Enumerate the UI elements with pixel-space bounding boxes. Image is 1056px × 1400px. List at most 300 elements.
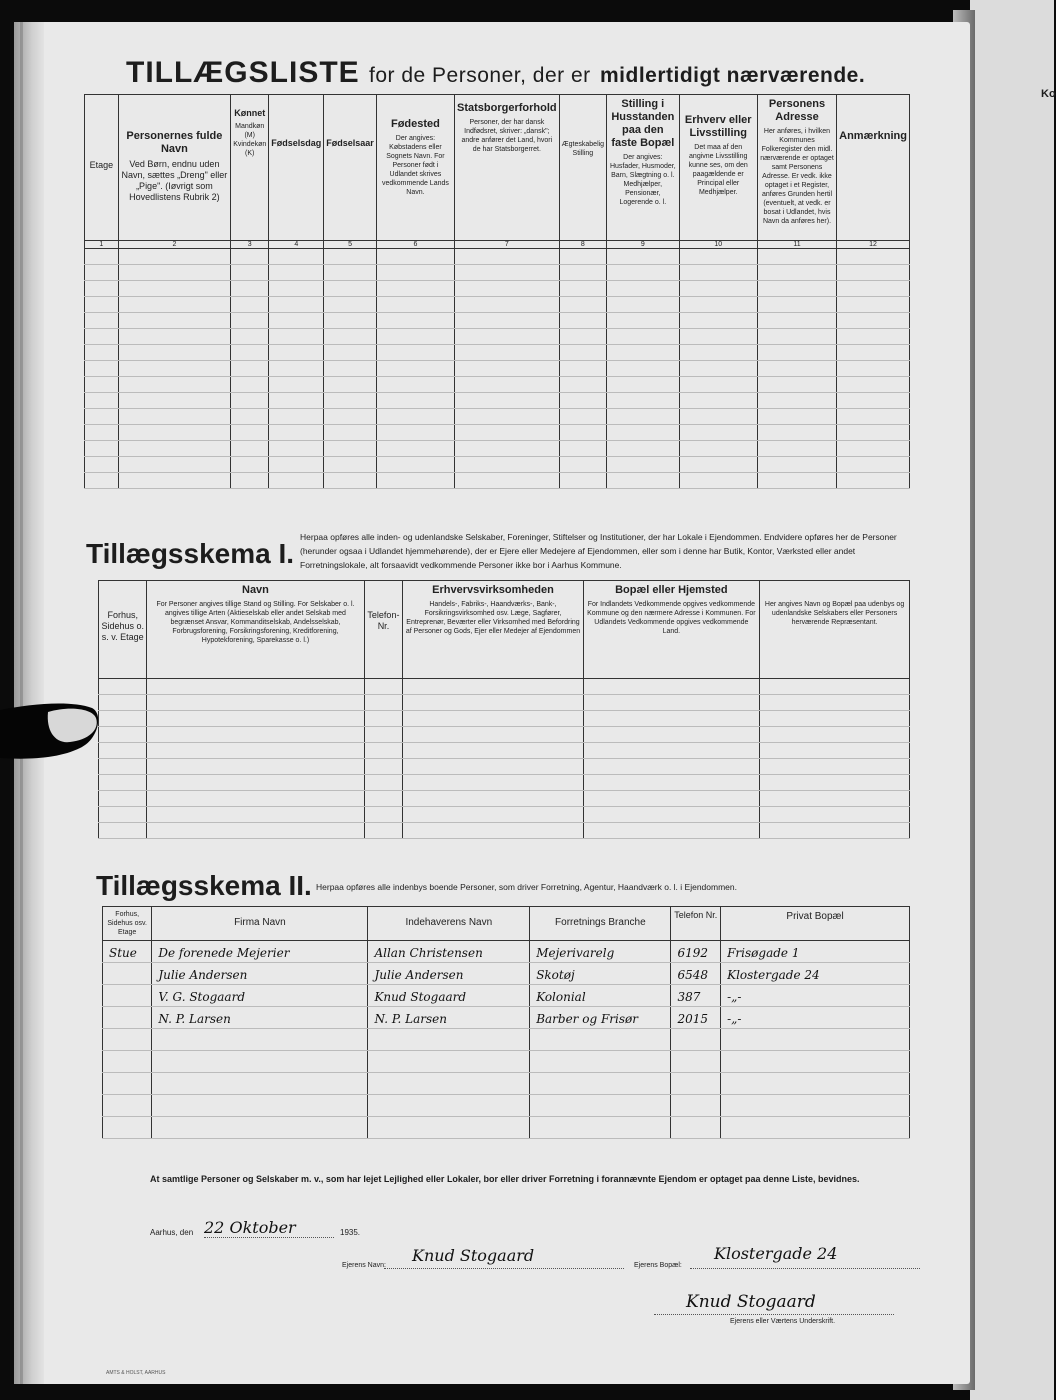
list-cell[interactable] — [455, 329, 560, 345]
skema1-cell[interactable] — [99, 727, 147, 743]
skema1-cell[interactable] — [99, 679, 147, 695]
list-cell[interactable] — [679, 377, 757, 393]
list-cell[interactable] — [269, 297, 324, 313]
list-cell[interactable] — [324, 377, 377, 393]
list-cell[interactable] — [679, 393, 757, 409]
list-cell[interactable] — [376, 457, 454, 473]
list-cell[interactable] — [607, 313, 679, 329]
list-cell[interactable] — [376, 281, 454, 297]
list-cell[interactable] — [607, 345, 679, 361]
skema1-cell[interactable] — [99, 807, 147, 823]
skema2-cell-etage[interactable] — [103, 1029, 152, 1051]
list-cell[interactable] — [85, 265, 119, 281]
list-cell[interactable] — [455, 345, 560, 361]
list-cell[interactable] — [837, 409, 910, 425]
list-cell[interactable] — [85, 329, 119, 345]
list-cell[interactable] — [118, 281, 231, 297]
list-cell[interactable] — [757, 281, 836, 297]
skema1-cell[interactable] — [760, 695, 910, 711]
skema1-cell[interactable] — [583, 759, 760, 775]
list-cell[interactable] — [679, 313, 757, 329]
list-cell[interactable] — [85, 281, 119, 297]
list-cell[interactable] — [607, 457, 679, 473]
skema1-cell[interactable] — [99, 743, 147, 759]
skema1-cell[interactable] — [99, 775, 147, 791]
skema1-cell[interactable] — [583, 727, 760, 743]
list-cell[interactable] — [324, 281, 377, 297]
list-cell[interactable] — [324, 441, 377, 457]
skema2-cell-indehaver[interactable] — [368, 1007, 530, 1029]
list-cell[interactable] — [559, 361, 606, 377]
skema1-cell[interactable] — [147, 759, 364, 775]
skema1-cell[interactable] — [147, 727, 364, 743]
skema2-cell-telefon[interactable] — [671, 941, 721, 963]
list-cell[interactable] — [607, 361, 679, 377]
list-cell[interactable] — [757, 265, 836, 281]
skema1-cell[interactable] — [583, 743, 760, 759]
skema1-cell[interactable] — [583, 711, 760, 727]
list-cell[interactable] — [559, 281, 606, 297]
list-cell[interactable] — [455, 409, 560, 425]
skema1-cell[interactable] — [147, 743, 364, 759]
list-cell[interactable] — [837, 281, 910, 297]
list-cell[interactable] — [607, 425, 679, 441]
skema1-cell[interactable] — [760, 791, 910, 807]
list-cell[interactable] — [85, 361, 119, 377]
list-cell[interactable] — [376, 473, 454, 489]
skema2-cell-telefon[interactable] — [671, 1095, 721, 1117]
skema2-cell-branche[interactable] — [530, 985, 671, 1007]
skema1-cell[interactable] — [99, 823, 147, 839]
list-cell[interactable] — [85, 249, 119, 265]
list-cell[interactable] — [376, 249, 454, 265]
skema1-cell[interactable] — [403, 727, 583, 743]
list-cell[interactable] — [324, 393, 377, 409]
list-cell[interactable] — [231, 249, 269, 265]
list-cell[interactable] — [85, 313, 119, 329]
col-birthday: Fødselsdag — [269, 95, 324, 241]
skema1-cell[interactable] — [147, 791, 364, 807]
skema2-cell-telefon[interactable] — [671, 1029, 721, 1051]
skema1-cell[interactable] — [364, 711, 403, 727]
list-cell[interactable] — [269, 441, 324, 457]
skema2-cell-branche[interactable] — [530, 1095, 671, 1117]
list-cell[interactable] — [118, 361, 231, 377]
list-cell[interactable] — [455, 361, 560, 377]
list-cell[interactable] — [757, 473, 836, 489]
list-cell[interactable] — [324, 329, 377, 345]
skema1-cell[interactable] — [403, 759, 583, 775]
list-cell[interactable] — [607, 265, 679, 281]
list-cell[interactable] — [679, 441, 757, 457]
list-cell[interactable] — [455, 377, 560, 393]
list-cell[interactable] — [559, 377, 606, 393]
skema2-cell-etage[interactable] — [103, 963, 152, 985]
skema2-cell-bopael[interactable] — [721, 1117, 910, 1139]
skema2-cell-firma[interactable] — [152, 1051, 368, 1073]
skema2-cell-firma[interactable] — [152, 1117, 368, 1139]
skema1-cell[interactable] — [760, 711, 910, 727]
list-cell[interactable] — [118, 329, 231, 345]
skema1-cell[interactable] — [583, 679, 760, 695]
list-cell[interactable] — [559, 425, 606, 441]
skema1-cell[interactable] — [403, 711, 583, 727]
s2-col-etage: Forhus, Sidehus osv. Etage — [103, 907, 152, 941]
skema1-cell[interactable] — [147, 695, 364, 711]
s2-col-private: Privat Bopæl — [721, 907, 910, 941]
skema2-cell-branche[interactable] — [530, 1073, 671, 1095]
list-cell[interactable] — [85, 345, 119, 361]
list-cell[interactable] — [837, 329, 910, 345]
list-cell[interactable] — [757, 409, 836, 425]
list-cell[interactable] — [607, 377, 679, 393]
list-cell[interactable] — [376, 441, 454, 457]
list-cell[interactable] — [757, 249, 836, 265]
skema1-cell[interactable] — [760, 807, 910, 823]
list-cell[interactable] — [118, 377, 231, 393]
list-cell[interactable] — [118, 345, 231, 361]
skema2-cell-firma[interactable] — [152, 941, 368, 963]
skema2-cell-bopael[interactable] — [721, 985, 910, 1007]
list-cell[interactable] — [757, 361, 836, 377]
skema1-cell[interactable] — [760, 775, 910, 791]
list-body — [85, 249, 910, 489]
list-cell[interactable] — [837, 377, 910, 393]
list-cell[interactable] — [231, 441, 269, 457]
list-cell[interactable] — [269, 313, 324, 329]
skema2-cell-telefon[interactable] — [671, 1051, 721, 1073]
skema1-cell[interactable] — [403, 791, 583, 807]
list-cell[interactable] — [269, 265, 324, 281]
list-cell[interactable] — [455, 441, 560, 457]
list-cell[interactable] — [757, 329, 836, 345]
list-cell[interactable] — [837, 361, 910, 377]
list-cell[interactable] — [559, 249, 606, 265]
list-cell[interactable] — [231, 329, 269, 345]
skema2-cell-indehaver[interactable] — [368, 1073, 530, 1095]
skema1-cell[interactable] — [364, 807, 403, 823]
list-cell[interactable] — [376, 409, 454, 425]
skema1-cell[interactable] — [583, 807, 760, 823]
list-cell[interactable] — [118, 265, 231, 281]
list-cell[interactable] — [455, 425, 560, 441]
list-cell[interactable] — [679, 361, 757, 377]
skema2-cell-firma[interactable] — [152, 963, 368, 985]
list-cell[interactable] — [757, 313, 836, 329]
skema1-cell[interactable] — [364, 759, 403, 775]
skema2-cell-indehaver[interactable] — [368, 1095, 530, 1117]
skema2-cell-etage[interactable] — [103, 1007, 152, 1029]
list-cell[interactable] — [679, 457, 757, 473]
list-cell[interactable] — [837, 345, 910, 361]
list-cell[interactable] — [269, 393, 324, 409]
list-cell[interactable] — [757, 441, 836, 457]
skema2-cell-indehaver[interactable] — [368, 1029, 530, 1051]
skema2-cell-branche[interactable] — [530, 1029, 671, 1051]
skema1-cell[interactable] — [147, 807, 364, 823]
list-cell[interactable] — [269, 281, 324, 297]
list-cell[interactable] — [455, 313, 560, 329]
skema1-cell[interactable] — [99, 759, 147, 775]
list-cell[interactable] — [679, 329, 757, 345]
skema1-cell[interactable] — [403, 775, 583, 791]
list-cell[interactable] — [231, 457, 269, 473]
list-cell[interactable] — [607, 409, 679, 425]
list-cell[interactable] — [231, 265, 269, 281]
list-cell[interactable] — [269, 473, 324, 489]
list-cell[interactable] — [324, 265, 377, 281]
list-cell[interactable] — [269, 409, 324, 425]
list-cell[interactable] — [559, 473, 606, 489]
list-cell[interactable] — [837, 249, 910, 265]
skema1-cell[interactable] — [760, 743, 910, 759]
skema1-cell[interactable] — [403, 695, 583, 711]
skema2-cell-branche[interactable] — [530, 1007, 671, 1029]
list-cell[interactable] — [324, 425, 377, 441]
list-cell[interactable] — [607, 393, 679, 409]
list-cell[interactable] — [757, 425, 836, 441]
list-cell[interactable] — [376, 297, 454, 313]
skema1-cell[interactable] — [403, 807, 583, 823]
skema2-cell-bopael[interactable] — [721, 963, 910, 985]
list-cell[interactable] — [757, 345, 836, 361]
skema1-cell[interactable] — [147, 823, 364, 839]
list-cell[interactable] — [559, 345, 606, 361]
skema2-cell-telefon[interactable] — [671, 963, 721, 985]
skema1-cell[interactable] — [364, 791, 403, 807]
list-cell[interactable] — [85, 409, 119, 425]
list-cell[interactable] — [231, 313, 269, 329]
skema2-cell-etage[interactable] — [103, 1073, 152, 1095]
list-cell[interactable] — [231, 409, 269, 425]
list-cell[interactable] — [757, 377, 836, 393]
list-cell[interactable] — [324, 473, 377, 489]
skema2-cell-etage[interactable] — [103, 941, 152, 963]
list-cell[interactable] — [85, 425, 119, 441]
skema1-cell[interactable] — [760, 759, 910, 775]
list-cell[interactable] — [679, 473, 757, 489]
list-cell[interactable] — [269, 249, 324, 265]
skema2-cell-bopael[interactable] — [721, 941, 910, 963]
skema1-cell[interactable] — [760, 823, 910, 839]
list-cell[interactable] — [269, 425, 324, 441]
skema2-cell-indehaver[interactable] — [368, 963, 530, 985]
skema1-cell[interactable] — [583, 823, 760, 839]
list-cell[interactable] — [231, 345, 269, 361]
list-cell[interactable] — [607, 441, 679, 457]
skema1-cell[interactable] — [147, 775, 364, 791]
list-cell[interactable] — [607, 249, 679, 265]
list-cell[interactable] — [679, 345, 757, 361]
list-cell[interactable] — [837, 441, 910, 457]
skema1-cell[interactable] — [364, 743, 403, 759]
list-cell[interactable] — [231, 425, 269, 441]
list-cell[interactable] — [376, 361, 454, 377]
skema2-cell-telefon[interactable] — [671, 1117, 721, 1139]
list-cell[interactable] — [118, 425, 231, 441]
list-cell[interactable] — [679, 249, 757, 265]
list-cell[interactable] — [324, 345, 377, 361]
list-cell[interactable] — [269, 329, 324, 345]
list-cell[interactable] — [455, 457, 560, 473]
skema2-cell-indehaver[interactable] — [368, 985, 530, 1007]
list-cell[interactable] — [324, 249, 377, 265]
list-cell[interactable] — [269, 361, 324, 377]
skema2-cell-firma[interactable] — [152, 1029, 368, 1051]
skema2-cell-branche[interactable] — [530, 963, 671, 985]
list-cell[interactable] — [118, 393, 231, 409]
list-cell[interactable] — [455, 265, 560, 281]
list-cell[interactable] — [118, 297, 231, 313]
list-cell[interactable] — [118, 441, 231, 457]
list-cell[interactable] — [269, 377, 324, 393]
skema1-cell[interactable] — [99, 695, 147, 711]
list-cell[interactable] — [324, 409, 377, 425]
skema1-cell[interactable] — [99, 791, 147, 807]
skema1-cell[interactable] — [99, 711, 147, 727]
list-cell[interactable] — [376, 393, 454, 409]
list-cell[interactable] — [231, 393, 269, 409]
list-cell[interactable] — [85, 393, 119, 409]
skema2-cell-etage[interactable] — [103, 985, 152, 1007]
skema1-cell[interactable] — [147, 679, 364, 695]
list-cell[interactable] — [455, 249, 560, 265]
skema2-cell-branche[interactable] — [530, 941, 671, 963]
skema2-cell-bopael[interactable] — [721, 1095, 910, 1117]
list-cell[interactable] — [559, 265, 606, 281]
list-cell[interactable] — [376, 265, 454, 281]
list-cell[interactable] — [607, 297, 679, 313]
list-cell[interactable] — [559, 297, 606, 313]
list-cell[interactable] — [679, 297, 757, 313]
skema2-cell-etage[interactable] — [103, 1117, 152, 1139]
list-cell[interactable] — [607, 473, 679, 489]
list-cell[interactable] — [679, 409, 757, 425]
list-cell[interactable] — [376, 377, 454, 393]
skema2-cell-firma[interactable] — [152, 985, 368, 1007]
list-cell[interactable] — [837, 313, 910, 329]
skema1-cell[interactable] — [760, 679, 910, 695]
list-cell[interactable] — [118, 457, 231, 473]
skema1-cell[interactable] — [403, 679, 583, 695]
list-cell[interactable] — [559, 313, 606, 329]
list-cell[interactable] — [757, 297, 836, 313]
skema2-cell-telefon[interactable] — [671, 985, 721, 1007]
list-cell[interactable] — [118, 409, 231, 425]
skema2-cell-indehaver[interactable] — [368, 1117, 530, 1139]
skema1-cell[interactable] — [364, 695, 403, 711]
skema1-cell[interactable] — [403, 823, 583, 839]
skema2-cell-etage[interactable] — [103, 1095, 152, 1117]
skema2-cell-telefon[interactable] — [671, 1073, 721, 1095]
list-cell[interactable] — [269, 457, 324, 473]
list-cell[interactable] — [324, 361, 377, 377]
skema2-cell-branche[interactable] — [530, 1051, 671, 1073]
list-cell[interactable] — [455, 297, 560, 313]
skema2-cell-branche[interactable] — [530, 1117, 671, 1139]
handwritten-entry: Julie Andersen — [158, 968, 248, 982]
list-cell[interactable] — [837, 297, 910, 313]
skema2-cell-bopael[interactable] — [721, 1029, 910, 1051]
list-cell[interactable] — [324, 313, 377, 329]
skema2-cell-bopael[interactable] — [721, 1073, 910, 1095]
skema1-cell[interactable] — [583, 791, 760, 807]
list-cell[interactable] — [607, 281, 679, 297]
skema2-cell-etage[interactable] — [103, 1051, 152, 1073]
list-cell[interactable] — [679, 265, 757, 281]
list-cell[interactable] — [231, 361, 269, 377]
list-cell[interactable] — [376, 313, 454, 329]
skema2-cell-indehaver[interactable] — [368, 941, 530, 963]
facing-page-fragment: Ko — [1041, 88, 1056, 100]
skema1-cell[interactable] — [403, 743, 583, 759]
list-cell[interactable] — [85, 441, 119, 457]
list-cell[interactable] — [455, 281, 560, 297]
list-cell[interactable] — [85, 457, 119, 473]
list-cell[interactable] — [679, 425, 757, 441]
list-cell[interactable] — [837, 473, 910, 489]
skema2-cell-bopael[interactable] — [721, 1007, 910, 1029]
skema1-cell[interactable] — [760, 727, 910, 743]
list-cell[interactable] — [231, 473, 269, 489]
skema1-cell[interactable] — [364, 775, 403, 791]
skema1-cell[interactable] — [147, 711, 364, 727]
list-cell[interactable] — [837, 457, 910, 473]
skema2-cell-firma[interactable] — [152, 1073, 368, 1095]
list-cell[interactable] — [837, 393, 910, 409]
skema2-cell-firma[interactable] — [152, 1095, 368, 1117]
list-cell[interactable] — [85, 377, 119, 393]
list-cell[interactable] — [231, 377, 269, 393]
skema2-cell-telefon[interactable] — [671, 1007, 721, 1029]
skema1-cell[interactable] — [364, 727, 403, 743]
list-cell[interactable] — [559, 457, 606, 473]
list-cell[interactable] — [837, 425, 910, 441]
list-cell[interactable] — [324, 297, 377, 313]
list-cell[interactable] — [118, 473, 231, 489]
list-cell[interactable] — [118, 249, 231, 265]
list-cell[interactable] — [376, 425, 454, 441]
list-cell[interactable] — [559, 409, 606, 425]
list-cell[interactable] — [559, 441, 606, 457]
list-cell[interactable] — [376, 329, 454, 345]
list-cell[interactable] — [231, 281, 269, 297]
skema2-cell-firma[interactable] — [152, 1007, 368, 1029]
list-cell[interactable] — [559, 329, 606, 345]
list-cell[interactable] — [455, 473, 560, 489]
list-cell[interactable] — [757, 457, 836, 473]
skema1-cell[interactable] — [364, 679, 403, 695]
list-cell[interactable] — [607, 329, 679, 345]
list-cell[interactable] — [559, 393, 606, 409]
list-cell[interactable] — [679, 281, 757, 297]
skema1-cell[interactable] — [364, 823, 403, 839]
list-cell[interactable] — [757, 393, 836, 409]
list-cell[interactable] — [118, 313, 231, 329]
list-cell[interactable] — [85, 473, 119, 489]
list-cell[interactable] — [455, 393, 560, 409]
skema1-cell[interactable] — [583, 695, 760, 711]
list-cell[interactable] — [231, 297, 269, 313]
skema2-cell-indehaver[interactable] — [368, 1051, 530, 1073]
list-cell[interactable] — [837, 265, 910, 281]
list-cell[interactable] — [269, 345, 324, 361]
skema2-cell-bopael[interactable] — [721, 1051, 910, 1073]
skema1-cell[interactable] — [583, 775, 760, 791]
list-cell[interactable] — [376, 345, 454, 361]
list-cell[interactable] — [85, 297, 119, 313]
list-cell[interactable] — [324, 457, 377, 473]
